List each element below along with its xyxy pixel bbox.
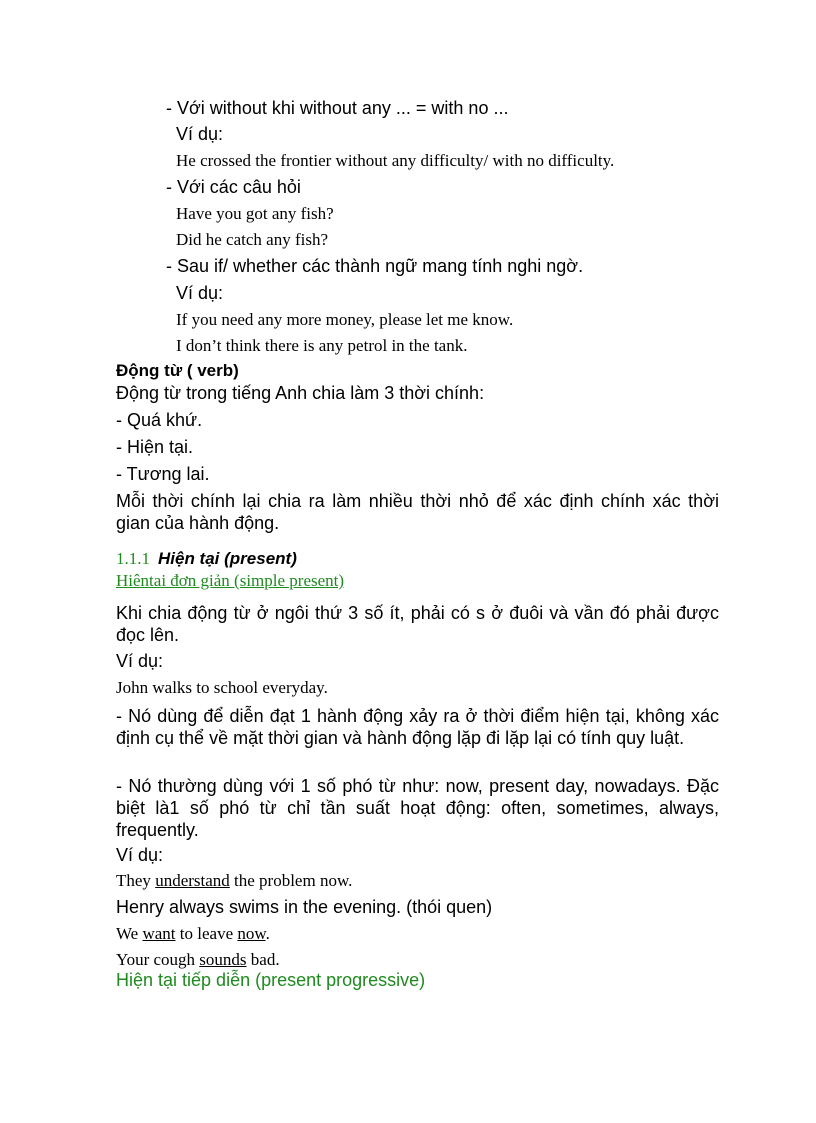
tense-item: - Tương lai. <box>116 464 210 484</box>
example-label: Ví dụ: <box>176 124 224 144</box>
example-sentence <box>116 951 280 968</box>
example-sentence: I don’t think there is any petrol in the tank. <box>176 336 468 355</box>
simple-present-rule: Khi chia động từ ở ngôi thứ 3 số ít, phải có s ở đuôi và vần đó phải được đọc lên. <box>116 603 719 645</box>
sentence-part: They <box>116 871 156 890</box>
bullet-without: - Với without khi without any ... = with no ... <box>166 98 509 118</box>
sentence-part: We <box>116 924 143 943</box>
verb-intro: Động từ trong tiếng Anh chia làm 3 thời chính: <box>116 383 485 403</box>
present-progressive-heading: Hiện tại tiếp diễn (present progressive) <box>116 970 426 990</box>
sentence-part: to leave <box>175 924 238 943</box>
bullet-questions: - Với các câu hỏi <box>166 177 301 197</box>
example-sentence: If you need any more money, please let me know. <box>176 310 514 329</box>
underlined-verb: understand <box>155 871 230 890</box>
tense-item: - Hiện tại. <box>116 437 194 457</box>
present-heading <box>116 550 297 568</box>
example-label: Ví dụ: <box>116 651 164 671</box>
section-title: Hiện tại (present) <box>158 549 297 568</box>
simple-present-subheading: Hiêntai đơn giản (simple present) <box>116 571 345 590</box>
example-label: Ví dụ: <box>116 845 164 865</box>
example-sentence: Have you got any fish? <box>176 204 334 223</box>
sentence-part: the problem now. <box>229 871 353 890</box>
sentence-part: Your cough <box>116 950 200 969</box>
example-sentence: Henry always swims in the evening. (thói quen) <box>116 897 493 917</box>
example-label: Ví dụ: <box>176 283 224 303</box>
underlined-verb: want <box>142 924 176 943</box>
usage-paragraph: - Nó thường dùng với 1 số phó từ như: now, present day, nowadays. Đặc biệt là1 số phó từ chỉ tần suất hoạt động: often, sometimes, always, frequently. <box>116 776 719 840</box>
example-sentence <box>116 872 352 889</box>
underlined-adverb: now <box>237 924 266 943</box>
sentence-part: . <box>265 924 270 943</box>
bullet-if-whether: - Sau if/ whether các thành ngữ mang tính nghi ngờ. <box>166 256 584 276</box>
underlined-verb: sounds <box>199 950 247 969</box>
sentence-part: bad. <box>246 950 280 969</box>
example-sentence: He crossed the frontier without any difficulty/ with no difficulty. <box>176 151 615 170</box>
verb-note: Mỗi thời chính lại chia ra làm nhiều thời nhỏ để xác định chính xác thời gian của hành động. <box>116 491 719 533</box>
verb-heading: Động từ ( verb) <box>116 361 239 380</box>
example-sentence <box>116 925 270 942</box>
section-number: 1.1.1 <box>116 549 150 568</box>
example-sentence: John walks to school everyday. <box>116 678 328 697</box>
example-sentence: Did he catch any fish? <box>176 230 328 249</box>
tense-item: - Quá khứ. <box>116 410 203 430</box>
usage-paragraph: - Nó dùng để diễn đạt 1 hành động xảy ra ở thời điểm hiện tại, không xác định cụ thể về mặt thời gian và hành động lặp đi lặp lại có tính quy luật. <box>116 706 719 748</box>
